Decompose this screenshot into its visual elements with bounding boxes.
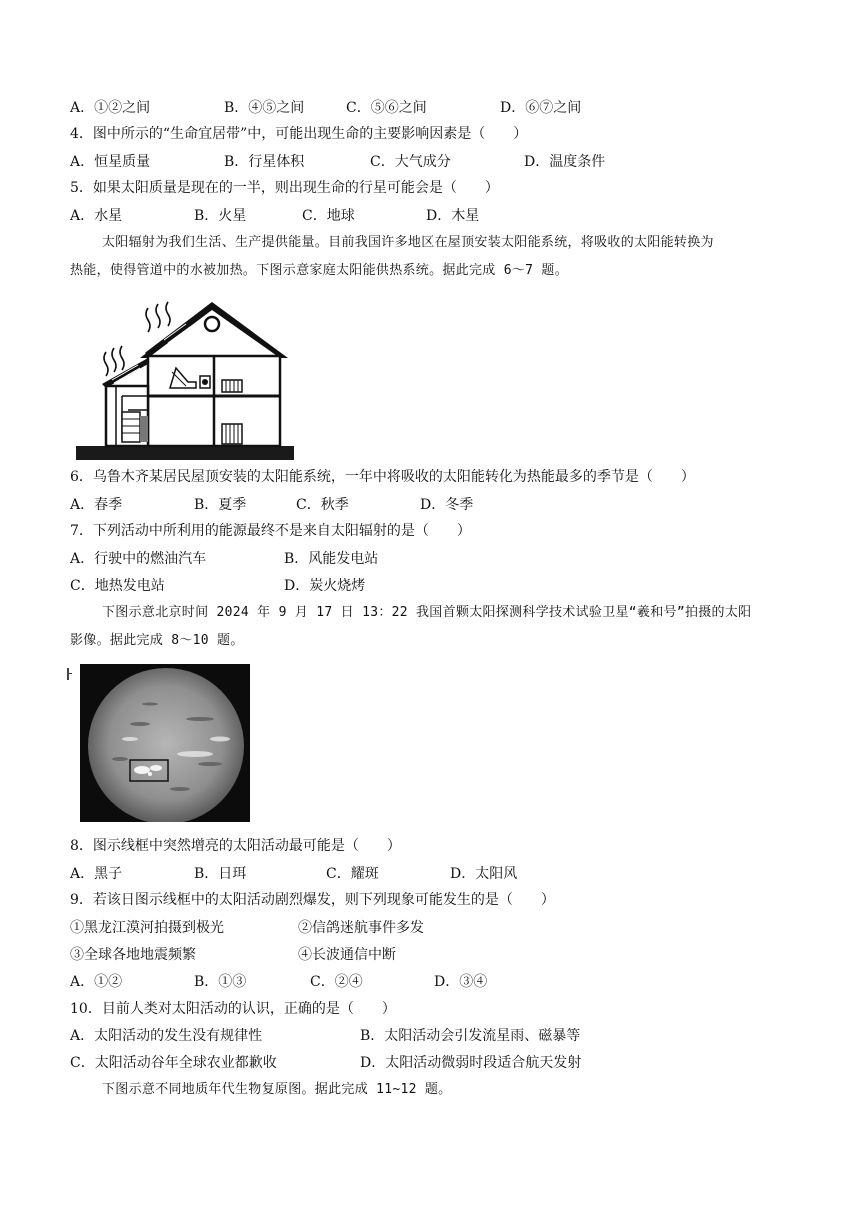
q4-option-d: D．温度条件	[524, 154, 606, 170]
solar-heating-house-diagram	[76, 300, 294, 460]
q7-option-a: A．行驶中的燃油汽车	[70, 551, 207, 567]
sun-image	[80, 664, 250, 822]
q9-option-d: D．③④	[434, 974, 488, 990]
q9-option-a: A．①②	[70, 974, 123, 990]
q5-option-c: C．地球	[302, 208, 355, 224]
q7-option-d: D．炭火烧烤	[284, 578, 366, 594]
q10-stem: 10．目前人类对太阳活动的认识，正确的是（ ）	[70, 1001, 396, 1017]
q9-item-2: ②信鸽迷航事件多发	[298, 920, 424, 936]
q8-option-d: D．太阳风	[450, 866, 518, 882]
q4-option-b: B．行星体积	[224, 154, 305, 170]
q9-item-4: ④长波通信中断	[298, 947, 396, 963]
q3-option-d: D．⑥⑦之间	[500, 100, 582, 116]
q4-option-c: C．大气成分	[370, 154, 451, 170]
q7-option-c: C．地热发电站	[70, 578, 165, 594]
q5-option-d: D．木星	[426, 208, 480, 224]
q3-option-a: A．①②之间	[70, 100, 151, 116]
q10-option-a: A．太阳活动的发生没有规律性	[70, 1028, 263, 1044]
q7-option-b: B．风能发电站	[284, 551, 379, 567]
q8-stem: 8．图示线框中突然增亮的太阳活动最可能是（ ）	[70, 838, 401, 854]
intro-11-12: 下图示意不同地质年代生物复原图。据此完成 11~12 题。	[102, 1082, 452, 1097]
intro-8-10-line1: 下图示意北京时间 2024 年 9 月 17 日 13：22 我国首颗太阳探测科学技术试验卫星“羲和号”拍摄的太阳	[102, 605, 752, 620]
q5-stem: 5．如果太阳质量是现在的一半，则出现生命的行星可能会是（ ）	[70, 180, 499, 196]
q8-option-a: A．黑子	[70, 866, 123, 882]
q6-stem: 6．乌鲁木齐某居民屋顶安装的太阳能系统，一年中将吸收的太阳能转化为热能最多的季节是（ ）	[70, 469, 695, 485]
q9-item-3: ③全球各地地震频繁	[70, 947, 196, 963]
q7-stem: 7．下列活动中所利用的能源最终不是来自太阳辐射的是（ ）	[70, 523, 471, 539]
q6-option-b: B．夏季	[194, 497, 247, 513]
q5-option-a: A．水星	[70, 208, 123, 224]
q10-option-b: B．太阳活动会引发流星雨、磁暴等	[360, 1028, 581, 1044]
q4-stem: 4．图中所示的“生命宜居带”中，可能出现生命的主要影响因素是（ ）	[70, 126, 528, 142]
q5-option-b: B．火星	[194, 208, 247, 224]
q6-option-c: C．秋季	[296, 497, 349, 513]
q6-option-a: A．春季	[70, 497, 123, 513]
q10-option-d: D．太阳活动微弱时段适合航天发射	[360, 1055, 582, 1071]
q8-option-c: C．耀斑	[326, 866, 379, 882]
intro-8-10-line2: 影像。据此完成 8～10 题。	[70, 633, 244, 648]
anchor-marker	[67, 668, 69, 680]
q8-option-b: B．日珥	[194, 866, 247, 882]
intro-6-7-line2: 热能，使得管道中的水被加热。下图示意家庭太阳能供热系统。据此完成 6～7 题。	[70, 263, 569, 278]
q3-option-c: C．⑤⑥之间	[346, 100, 427, 116]
intro-6-7-line1: 太阳辐射为我们生活、生产提供能量。目前我国许多地区在屋顶安装太阳能系统，将吸收的太阳能转换为	[102, 235, 714, 250]
q9-option-c: C．②④	[310, 974, 363, 990]
q9-stem: 9．若该日图示线框中的太阳活动剧烈爆发，则下列现象可能发生的是（ ）	[70, 892, 555, 908]
q6-option-d: D．冬季	[420, 497, 474, 513]
q9-item-1: ①黑龙江漠河拍摄到极光	[70, 920, 224, 936]
q3-option-b: B．④⑤之间	[224, 100, 305, 116]
q4-option-a: A．恒星质量	[70, 154, 151, 170]
q9-option-b: B．①③	[194, 974, 247, 990]
q10-option-c: C．太阳活动谷年全球农业都歉收	[70, 1055, 277, 1071]
